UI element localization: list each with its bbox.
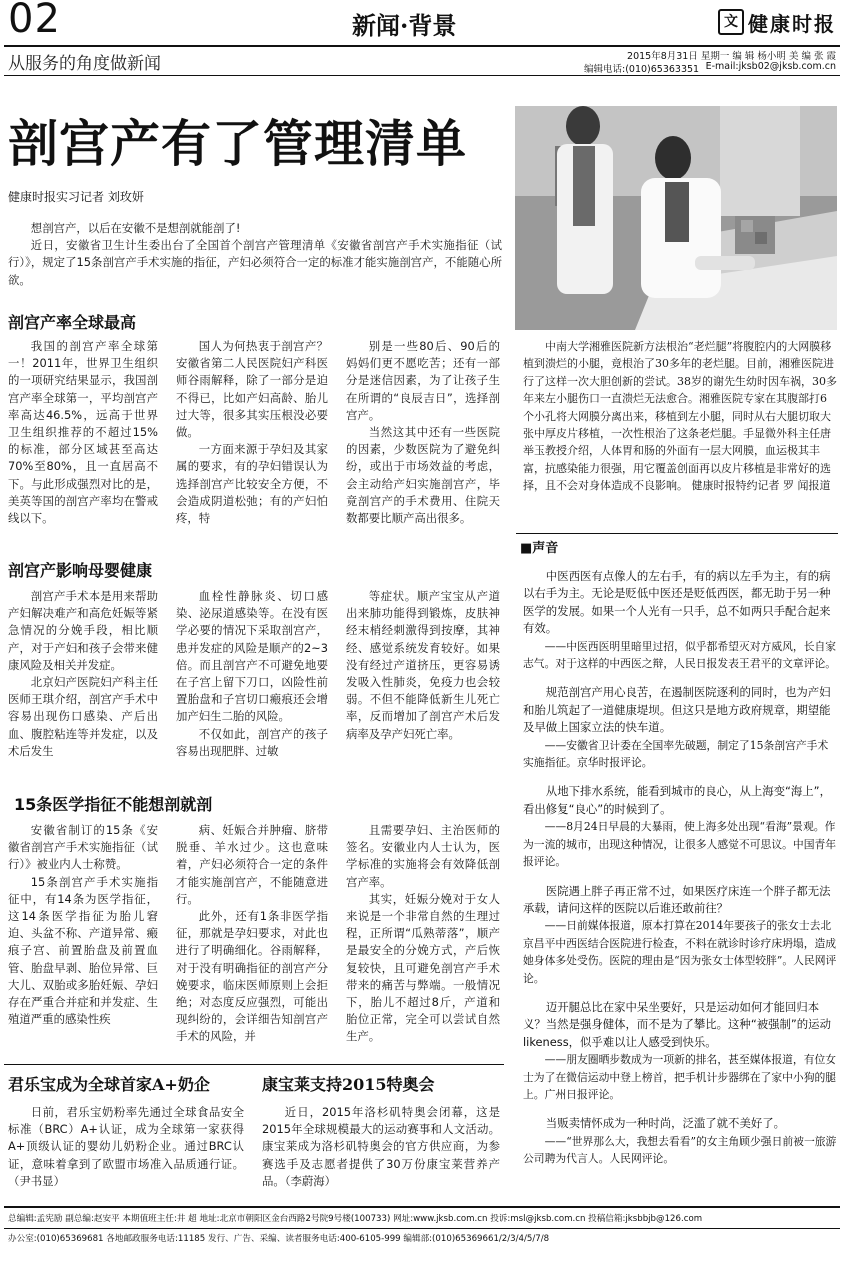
photo-illustration <box>515 106 837 330</box>
paragraph: 北京妇产医院妇产科主任医师王琪介绍，剖宫产手术中容易出现伤口感染、产后出血、腹腔粘连等并发症，以及术后发生 <box>8 675 158 758</box>
photo-caption <box>523 338 837 528</box>
paragraph: 血栓性静脉炎、切口感染、泌尿道感染等。在没有医学必要的情况下采取剖宫产，患并发症的风险是顺产的2~3倍。而且剖宫产不可避免地要在子宫上留下刀口，凶险性前置胎盘和子宫切口瘢痕还会增加产妇生二胎的风险。 <box>176 589 328 724</box>
voice-item <box>523 568 837 672</box>
voice-item <box>523 1115 837 1167</box>
footer-rule-2 <box>4 1228 840 1229</box>
voice-source: ——日前媒体报道，原本打算在2014年要孩子的张女士去北京昌平中西医结合医院进行检查，不料在就诊时诊疗床坍塌，造成她身体多处受伤。医院的理由是“因为张女士体型较胖”。人民网评论。 <box>523 919 837 985</box>
masthead-title: 健康时报 <box>748 11 836 36</box>
paragraph: 国人为何热衷于剖宫产？安徽省第二人民医院妇产科医师谷雨解释，除了一部分是迫不得已，比如产妇高龄、胎儿过大等，很多其实压根没必要做。 <box>176 339 328 440</box>
masthead-logo <box>718 8 836 36</box>
voice-item <box>523 684 837 771</box>
date-line: 2015年8月31日 星期一 编 辑 杨小明 美 编 张 霞 <box>627 51 836 62</box>
lead-paragraph <box>8 220 502 289</box>
voice-quote: 医院遇上胖子再正常不过，如果医疗床连一个胖子都无法承载，请问这样的医院以后谁还敢前往？ <box>523 883 831 915</box>
paragraph: 不仅如此，剖宫产的孩子容易出现肥胖、过敏 <box>176 726 328 758</box>
paragraph: 一方面来源于孕妇及其家属的要求，有的孕妇错误认为选择剖宫产比较安全方便，不会造成阴道松弛；有的产妇怕疼，特 <box>176 442 328 526</box>
paragraph: 剖宫产手术本是用来帮助产妇解决难产和高危妊娠等紧急情况的分娩手段，相比顺产，对于产妇和孩子会带来健康风险及相关并发症。 <box>8 589 158 672</box>
section1-col1 <box>8 338 158 538</box>
paragraph: 安徽省制订的15条《安徽省剖宫产手术实施指征（试行）》被业内人士称赞。 <box>8 823 158 872</box>
header-slogan: 从服务的角度做新闻 <box>8 54 161 74</box>
paragraph: 别是一些80后、90后的妈妈们更不愿吃苦；还有一部分是迷信因素，为了让孩子生在所谓的“良辰吉日”，选择剖宫产。 <box>346 339 500 422</box>
section3-col2 <box>176 822 328 1062</box>
voice-rule <box>516 533 838 534</box>
voice-source: ——朋友圈晒步数成为一项新的排名，甚至媒体报道，有位女士为了在微信运动中登上榜首，把手机计步器绑在了家中小狗的腿上。广州日报评论。 <box>523 1053 837 1101</box>
section-title: 新闻·背景 <box>352 11 457 40</box>
header-rule-2 <box>4 75 840 76</box>
paragraph: 15条剖宫产手术实施指征中，有14条为医学指征，这14条医学指征为胎儿窘迫、头盆不称、产道异常、瘢痕子宫、前置胎盘及前置血管、胎盘早剥、胎位异常、巨大儿、双胎或多胎妊娠、孕妇存在严重合并症和并发症、生殖道严重的感染性疾 <box>8 874 158 1027</box>
voice-quote: 规范剖宫产用心良苦，在遏制医院逐利的同时，也为产妇和胎儿筑起了一道健康堤坝。但这只是地方政府规章，期望能及早做上国家立法的快车道。 <box>523 685 831 735</box>
footer-line-1: 总编辑:孟宪励 副总编:赵安平 本期值班主任:井 超 地址:北京市朝阳区金台西路2号院9号楼(100733) 网址:www.jksb.com.cn 投诉:msl@jksb.com.cn 投稿信箱:jksbbjb@126.com <box>8 1214 703 1224</box>
masthead-icon: 文 <box>718 9 744 35</box>
brief-text: 近日，2015年洛杉矶特奥会闭幕，这是2015年全球规模最大的运动赛事和人文活动。康宝莱成为洛杉矶特奥会的官方供应商，为参赛选手及志愿者提供了30万份康宝莱营养产品。（李蔚海） <box>262 1105 500 1188</box>
edit-email: E-mail:jksb02@jksb.com.cn <box>705 61 836 72</box>
section1-col3 <box>346 338 500 538</box>
section3-col1 <box>8 822 158 1062</box>
voice-quote: 当贩卖情怀成为一种时尚，泛滥了就不美好了。 <box>545 1116 786 1131</box>
brief-2-title: 康宝莱支持2015特奥会 <box>262 1075 435 1094</box>
section2-col3 <box>346 588 500 776</box>
voice-source: ——8月24日早晨的大暴雨，使上海多处出现“看海”景观。作为一流的城市，出现这种情况，让很多人感觉不可思议。中国青年报评论。 <box>523 820 837 869</box>
section3-col3 <box>346 822 500 1062</box>
voice-quote: 中医西医有点像人的左右手，有的病以左手为主，有的病以右手为主。无论是贬低中医还是贬低西医，都无助于另一种医学的发展。如果一个人光有一只手，总不如两只手配合起来有效。 <box>523 569 831 636</box>
paragraph: 我国的剖宫产率全球第一！2011年，世界卫生组织的一项研究结果显示，我国剖宫产率全球第一，平均剖宫产率高达46.5%，远高于世界卫生组织推荐的不超过15%的标准，部分区域甚至高达70%至80%，且一直居高不下。与此形成强烈对比的是，美英等国的剖宫产率均在警戒线以下。 <box>8 339 158 526</box>
byline: 健康时报实习记者 刘玫妍 <box>8 190 144 204</box>
voice-item <box>523 999 837 1103</box>
voice-quote: 从地下排水系统，能看到城市的良心，从上海变“海上”，看出修复“良心”的时候到了。 <box>523 784 831 816</box>
voice-quote: 迈开腿总比在家中呆坐要好，只是运动如何才能回归本义？当然是强身健体，而不是为了攀比。这种“被强制”的运动likeness，似乎难以让人感受到快乐。 <box>523 999 831 1049</box>
section-heading-1: 剖宫产率全球最高 <box>8 313 137 332</box>
section2-col1 <box>8 588 158 776</box>
section2-col2 <box>176 588 328 776</box>
paragraph: 此外，还有1条非医学指征，那就是孕妇要求，对此也进行了明确细化。谷雨解释，对于没有明确指征的剖宫产分娩要求，临床医师原则上会拒绝；对态度反应强烈，可能出现纠纷的，会详细告知剖宫产手术的风险，并 <box>176 909 328 1044</box>
voice-item <box>523 883 837 987</box>
news-photo <box>515 106 837 330</box>
headline: 剖宫产有了管理清单 <box>8 114 467 173</box>
page-number: 02 <box>8 0 61 42</box>
paragraph: 等症状。顺产宝宝从产道出来肺功能得到锻炼，皮肤神经末梢经刺激得到按摩，其神经、感觉系统发育较好。如果没有经过产道挤压，更容易诱发吸入性肺炎，免疫力也会较弱。不但不能降低新生儿死亡率，反而增加了剖宫产术后发病率及孕产妇死亡率。 <box>346 589 500 741</box>
lead-line-1: 想剖宫产，以后在安徽不是想剖就能剖了! <box>30 221 241 235</box>
paragraph: 病、妊娠合并肿瘤、脐带脱垂、羊水过少。这也意味着，产妇必须符合一定的条件才能实施剖宫产，不能随意进行。 <box>176 823 328 906</box>
caption-text: 中南大学湘雅医院新方法根治“老烂腿”将腹腔内的大网膜移植到溃烂的小腿，竟根治了30多年的老烂腿。目前，湘雅医院进行了这样一次大胆创新的尝试。38岁的谢先生幼时因车祸，30多年来左小腿伤口一直溃烂无法愈合。湘雅医院专家在其腹部打6个小孔将大网膜分离出来，移植到左小腿，同时从右大腿切取大张中厚皮片移植，一次性根治了这条老烂腿。手显微外科主任唐举玉教授介绍，人体胃和肠的外面有一层大网膜，血运极其丰富，抗感染能力很强，用它覆盖创面再以皮片移植是非常好的选择，且不会对身体造成不良影响。 健康时报特约记者 罗 闻报道 <box>523 340 837 493</box>
voice-title: ■声音 <box>520 541 559 556</box>
header-rule <box>4 45 840 47</box>
briefs-rule <box>4 1064 504 1065</box>
paragraph: 且需要孕妇、主治医师的签名。安徽业内人士认为，医学标准的实施将会有效降低剖宫产率。 <box>346 823 500 889</box>
voice-item <box>523 783 837 870</box>
section1-col2 <box>176 338 328 538</box>
section-heading-2: 剖宫产影响母婴健康 <box>8 561 153 580</box>
section-heading-3: 15条医学指征不能想剖就剖 <box>14 795 213 814</box>
brief-1-title: 君乐宝成为全球首家A+奶企 <box>8 1075 210 1094</box>
voice-source: ——“世界那么大，我想去看看”的女主角顾少强日前被一旅游公司聘为代言人。人民网评论。 <box>523 1134 837 1166</box>
footer-line-2: 办公室:(010)65369681 各地邮政服务电话:11185 发行、广告、采编、读者服务电话:400-6105-999 编辑部:(010)65369661/2/3/4/5/7/8 <box>8 1234 550 1244</box>
paragraph: 当然这其中还有一些医院的因素，少数医院为了避免纠纷，或出于市场效益的考虑，会主动给产妇实施剖宫产，毕竟剖宫产的手术费用、住院天数都要比顺产高出很多。 <box>346 425 500 526</box>
brief-2-body <box>262 1104 500 1194</box>
paragraph: 其实，妊娠分娩对于女人来说是一个非常自然的生理过程，正所谓“瓜熟蒂落”，顺产是最安全的分娩方式，产后恢复较快，且可避免剖宫产手术带来的痛苦与弊端。一般情况下，胎儿不超过8斤，产道和胎位正常，完全可以尝试自然生产。 <box>346 891 500 1044</box>
edit-phone: 编辑电话:(010)65363351 <box>584 64 700 75</box>
voice-source: ——中医西医明里暗里过招，似乎都希望灭对方威风，长自家志气。对于这样的中西医之辩，人民日报发表王君平的文章评论。 <box>523 639 837 671</box>
lead-line-2: 近日，安徽省卫生计生委出台了全国首个剖宫产管理清单《安徽省剖宫产手术实施指征（试行）》，规定了15条剖宫产手术实施的指征，产妇必须符合一定的标准才能实施剖宫产，不能随心所欲。 <box>8 238 502 287</box>
voice-column <box>523 568 837 1208</box>
brief-text: 日前，君乐宝奶粉率先通过全球食品安全标准（BRC）A+认证，成为全球第一家获得A+顶级认证的婴幼儿奶粉企业。通过BRC认证，意味着拿到了欧盟市场准入品质通行证。（尹书显） <box>8 1105 244 1188</box>
brief-1-body <box>8 1104 244 1194</box>
footer-rule <box>4 1206 840 1208</box>
voice-source: ——安徽省卫计委在全国率先破题，制定了15条剖宫产手术实施指征。京华时报评论。 <box>523 738 829 770</box>
